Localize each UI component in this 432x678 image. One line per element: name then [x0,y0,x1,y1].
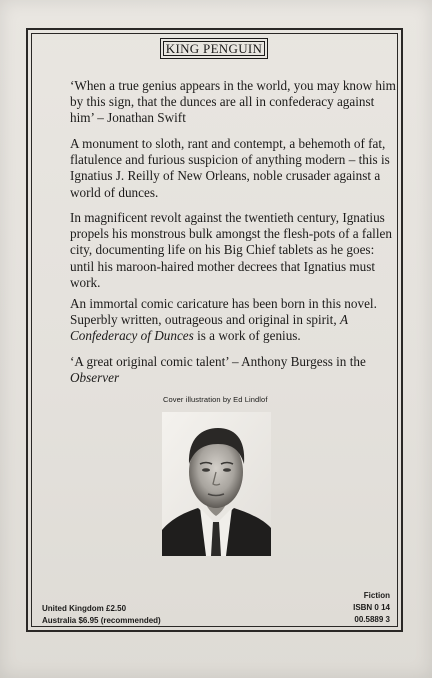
review-text: ‘A great original comic talent’ – Anthony Burgess in the [70,354,366,369]
isbn-line-2: 00.5889 3 [354,615,390,624]
price-australia: Australia $6.95 (recommended) [42,616,161,625]
para4-text-b: is a work of genius. [193,328,301,344]
blurb-paragraph-4 [70,296,400,345]
category-label: Fiction [363,591,390,600]
cover-credit: Cover illustration by Ed Lindlof [163,395,268,404]
publisher-logo [160,38,268,59]
logo-text: KING PENGUIN [165,40,263,56]
author-photo [162,412,271,556]
author-portrait-image [162,412,271,556]
review-source: Observer [70,370,120,386]
para4-text-a: An immortal comic caricature has been born in this novel. Superbly written, outrageous and original in spirit, [70,296,377,328]
swift-quote: ‘When a true genius appears in the world, you may know him by this sign, that the dunces are all in confederacy against him’ – Jonathan Swift [70,78,396,126]
book-title: A Confederacy of Dunces [70,312,348,344]
blurb-paragraph-2: A monument to sloth, rant and contempt, a behemoth of fat, flatulence and furious suspicion of anything modern – this is Ignatius J. Reilly of New Orleans, noble crusader against a world of dunces. [70,136,390,200]
review-quote [70,354,400,386]
blurb-paragraph-3: In magnificent revolt against the twentieth century, Ignatius propels his monstrous bulk amongst the flesh-pots of a fallen city, documenting life on his Big Chief tablets as he goes: until his maroon-haired mother decrees that Ignatius must work. [70,210,392,290]
price-uk: United Kingdom £2.50 [42,604,127,613]
isbn-line-1: ISBN 0 14 [353,603,390,612]
